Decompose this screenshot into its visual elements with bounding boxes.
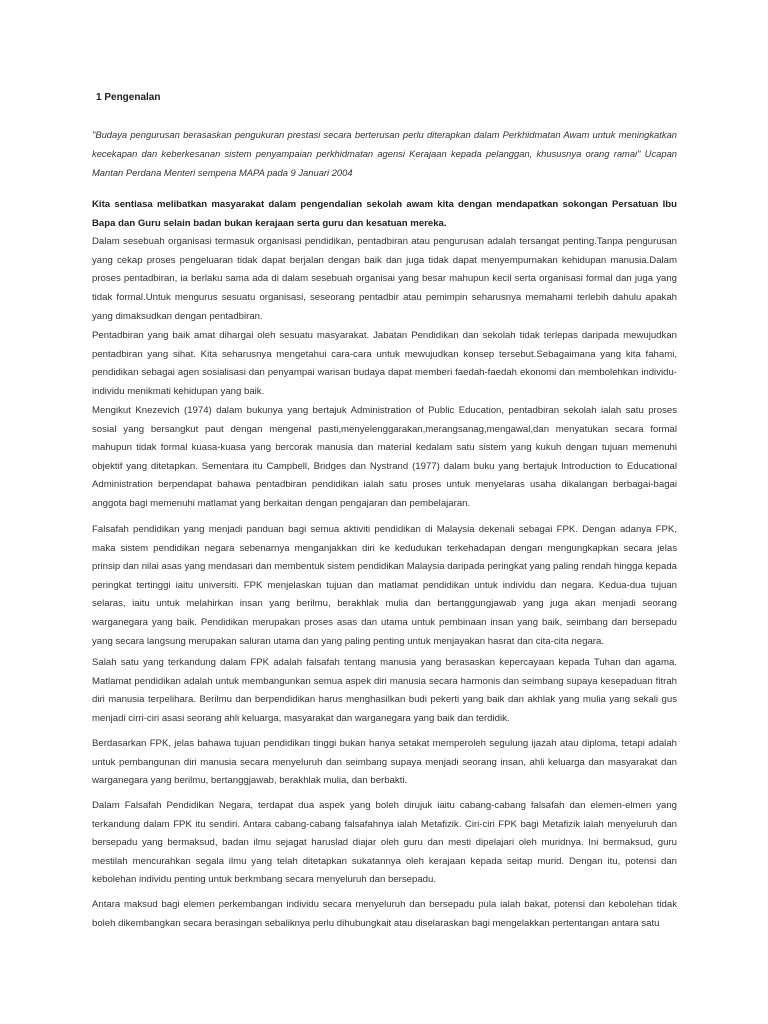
paragraph-5: Salah satu yang terkandung dalam FPK adalah falsafah tentang manusia yang berasaskan kepercayaan kepada Tuhan dan agama. Matlamat pendidikan adalah untuk membangunkan semua aspek diri manusia secara harmonis dan seimbang supaya kesepaduan fitrah diri manusia terpelihara. Berilmu dan berpendidikan harus menghasilkan budi pekerti yang baik dan akhlak yang mulia yang sekali gus menjadi cirri-ciri asasi seorang ahli keluarga, masyarakat dan warganegara yang baik dan terdidik.	[92, 657, 677, 724]
paragraph-4: Falsafah pendidikan yang menjadi panduan bagi semua aktiviti pendidikan di Malaysia dekenali sebagai FPK. Dengan adanya FPK, maka sistem pendidikan negara sebenarnya menganjakkan diri ke kedudukan terkehadapan dengan mengungkapkan secara jelas prinsip dan nilai asas yang mendasari dan membentuk sistem pendidikan Malaysia daripada peringkat yang paling rendah hingga kepada peringkat tertinggi iaitu universiti. FPK menjelaskan tujuan dan matlamat pendidikan untuk individu dan negara. Kedua-dua tujuan selaras, iaitu untuk melahirkan insan yang berilmu, berakhlak mulia dan bertanggungjawab yang juga akan menjadi seorang warganegara yang baik. Pendidikan merupakan proses asas dan utama untuk pembinaan insan yang baik, seimbang dan bersepadu yang secara langsung merupakan saluran utama dan yang paling penting untuk menjayakan hasrat dan cita-cita negara.	[92, 524, 677, 647]
paragraph-8: Antara maksud bagi elemen perkembangan individu secara menyeluruh dan bersepadu pula ialah bakat, potensi dan kebolehan tidak boleh dikembangkan secara berasingan sebaliknya perlu dihubungkait atau diselaraskan bagi mengelakkan pertentangan antara satu	[92, 899, 677, 929]
intro-bold-text: Kita sentiasa melibatkan masyarakat dalam pengendalian sekolah awam kita dengan mendapatkan sokongan Persatuan Ibu Bapa dan Guru selain badan bukan kerajaan serta guru dan kesatuan mereka.	[92, 199, 677, 229]
paragraph-6: Berdasarkan FPK, jelas bahawa tujuan pendidikan tinggi bukan hanya setakat memperoleh segulung ijazah atau diploma, tetapi adalah untuk pembangunan diri manusia secara menyeluruh dan seimbang supaya menjadi seorang insan, ahli keluarga dan masyarakat dan warganegara yang berilmu, bertanggjawab, berakhlak mulia, dan berbakti.	[92, 738, 677, 787]
paragraph-7: Dalam Falsafah Pendidikan Negara, terdapat dua aspek yang boleh dirujuk iaitu cabang-cabang falsafah dan elemen-elmen yang terkandung dalam FPK itu sendiri. Antara cabang-cabang falsafahnya ialah Metafizik. Ciri-ciri FPK bagi Metafizik ialah menyeluruh dan bersepadu yang bermaksud, badan ilmu sejagat haruslad diajar oleh guru dan mesti dipelajari oleh muridnya. Ini bermaksud, guru mestilah mencurahkan segala ilmu yang telah ditetapkan sukatannya oleh kerajaan kepada seitap murid. Dengan itu, potensi dan kebolehan individu penting untuk berkmbang secara menyeluruh dan bersepadu.	[92, 800, 677, 886]
paragraph-2: Pentadbiran yang baik amat dihargai oleh sesuatu masyarakat. Jabatan Pendidikan dan sekolah tidak terlepas daripada mewujudkan pentadbiran yang sihat. Kita seharusnya mengetahui cara-cara untuk mewujudkan konsep tersebut.Sebagaimana yang kita fahami, pendidikan sebagai agen sosialisasi dan penyampai warisan budaya dapat memberi faedah-faedah ekonomi dan membolehkan individu-individu menikmati kehidupan yang baik.	[92, 330, 677, 397]
paragraph-1: Dalam sesebuah organisasi termasuk organisasi pendidikan, pentadbiran atau pengurusan adalah tersangat penting.Tanpa pengurusan yang cekap proses pengeluaran tidak dapat berjalan dengan baik dan juga tidak dapat menyempurnakan kehidupan manusia.Dalam proses pentadbiran, ia berlaku sama ada di dalam sesebuah organisai yang besar mahupun kecil serta organisasi formal dan juga yang tidak formal.Untuk mengurus sesuatu organisasi, seseorang pentadbir atau pemimpin seharusnya memahami terlebih dahulu apakah yang dimaksudkan dengan pentadbiran.	[92, 236, 677, 322]
quote-paragraph: "Budaya pengurusan berasaskan pengukuran prestasi secara berterusan perlu diterapkan dalam Perkhidmatan Awam untuk meningkatkan kecekapan dan keberkesanan sistem penyampaian perkhidmatan agensi Kerajaan kepada pelanggan, khususnya orang ramai" Ucapan Mantan Perdana Menteri sempena MAPA pada 9 Januari 2004	[92, 129, 677, 178]
paragraph-3: Mengikut Knezevich (1974) dalam bukunya yang bertajuk Administration of Public Education, pentadbiran sekolah ialah satu proses sosial yang bersangkut paut dengan mengenal pasti,menyelenggarakan,merangsanag,mengawal,dan menyatukan secara formal mahupun tidak formal kuasa-kuasa yang bercorak manusia dan material kedalam satu sistem yang kukuh dengan tujuan memenuhi objektif yang ditetapkan. Sementara itu Campbell, Bridges dan Nystrand (1977) dalam buku yang bertajuk Introduction to Educational Administration berpendapat bahawa pentadbiran pendidikan ialah satu proses untuk menyelaras usaha dikalangan berbagai-bagai anggota bagi memenuhi matlamat yang berkaitan dengan pengajaran dan pembelajaran.	[92, 405, 677, 509]
section-heading: 1 Pengenalan	[96, 92, 161, 103]
body-block-1	[92, 196, 677, 326]
